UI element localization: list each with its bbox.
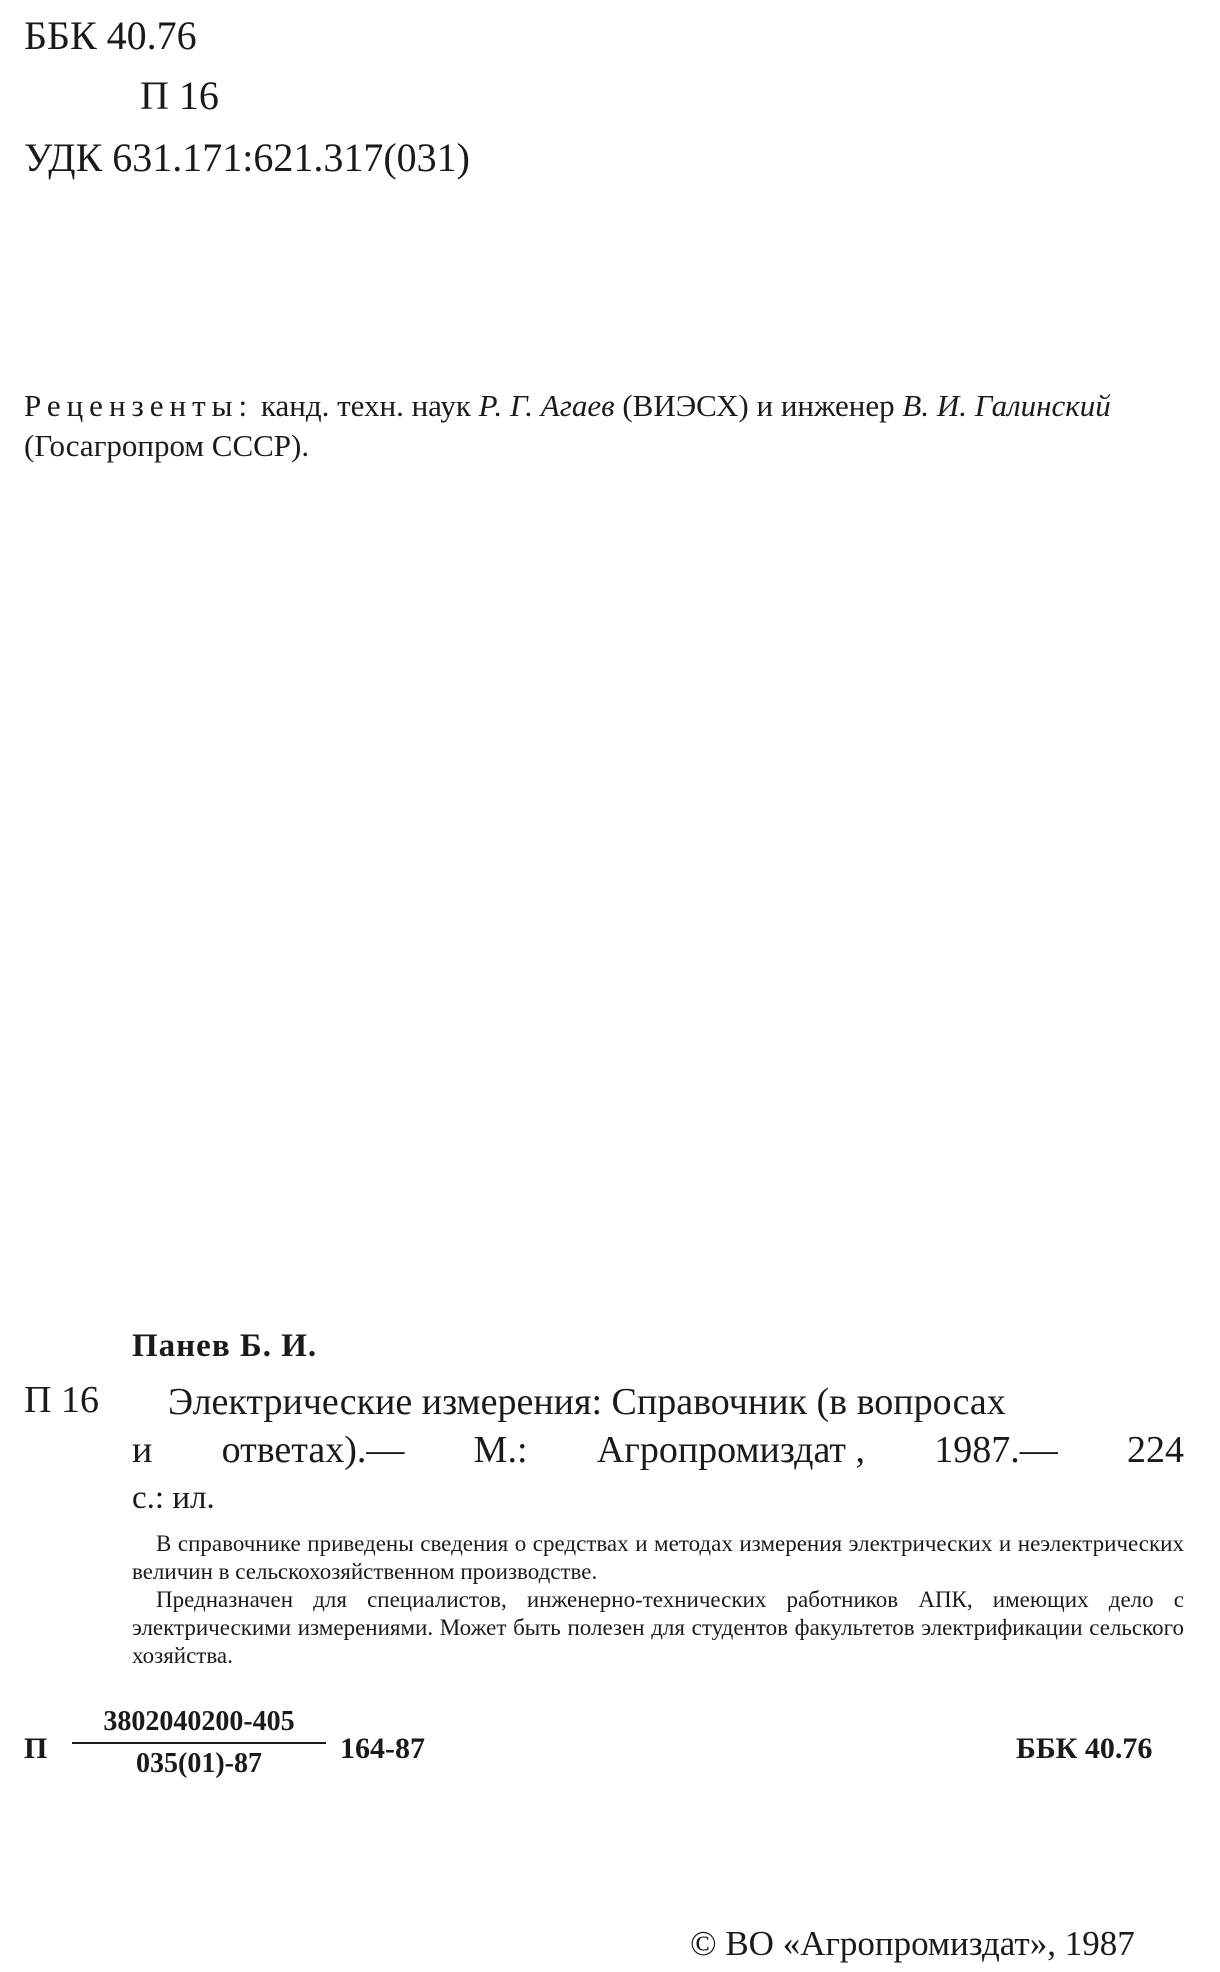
author-name: Панев Б. И. [132, 1328, 318, 1364]
book-title-line: Электрические измерения: Справочник (в вопросах [168, 1381, 1006, 1423]
book-extent: с.: ил. [132, 1480, 215, 1516]
code-suffix: 164-87 [340, 1732, 425, 1765]
reviewers-text: канд. техн. наук [253, 388, 479, 423]
abstract-paragraph: В справочнике приведены сведения о средствах и методах измерения электрических и неэлектрических величин в сельскохозяйственном производстве. [132, 1531, 1184, 1584]
reviewer-name: Р. Г. Агаев [478, 388, 615, 423]
imprint-part: 1987.— [934, 1429, 1058, 1471]
reviewers-note [24, 386, 1184, 466]
abstract-paragraph: Предназначен для специалистов, инженерно-технических работников АПК, имеющих дело с электрическими измерениями. Может быть полезен для студентов факультетов электрификации сельского хозяйства. [132, 1587, 1184, 1668]
reviewers-text: (Госагропром СССР). [24, 428, 310, 463]
bbk-code-bottom: ББК 40.76 [1016, 1732, 1153, 1765]
reviewers-label: Рецензенты: [24, 388, 254, 423]
book-imprint-line [132, 1426, 1184, 1474]
code-fraction [72, 1706, 326, 1780]
imprint-part: Агропромиздат , [596, 1429, 865, 1471]
code-prefix: П [24, 1732, 48, 1765]
bbk-code: ББК 40.76 [24, 13, 197, 58]
imprint-part: 224 [1127, 1429, 1184, 1471]
code-numerator: 3802040200-405 [72, 1706, 326, 1744]
reviewer-name: В. И. Галинский [902, 388, 1111, 423]
imprint-part: М.: [473, 1429, 528, 1471]
imprint-part: и [132, 1429, 153, 1471]
card-index: П 16 [24, 1379, 99, 1421]
reviewers-text: (ВИЭСХ) и инженер [614, 388, 903, 423]
imprint-part: ответах).— [221, 1429, 405, 1471]
code-denominator: 035(01)-87 [136, 1748, 262, 1779]
udk-code: УДК 631.171:621.317(031) [24, 135, 470, 180]
abstract [132, 1530, 1184, 1670]
author-index: П 16 [140, 73, 219, 118]
copyright-line: © ВО «Агропромиздат», 1987 [690, 1924, 1135, 1963]
